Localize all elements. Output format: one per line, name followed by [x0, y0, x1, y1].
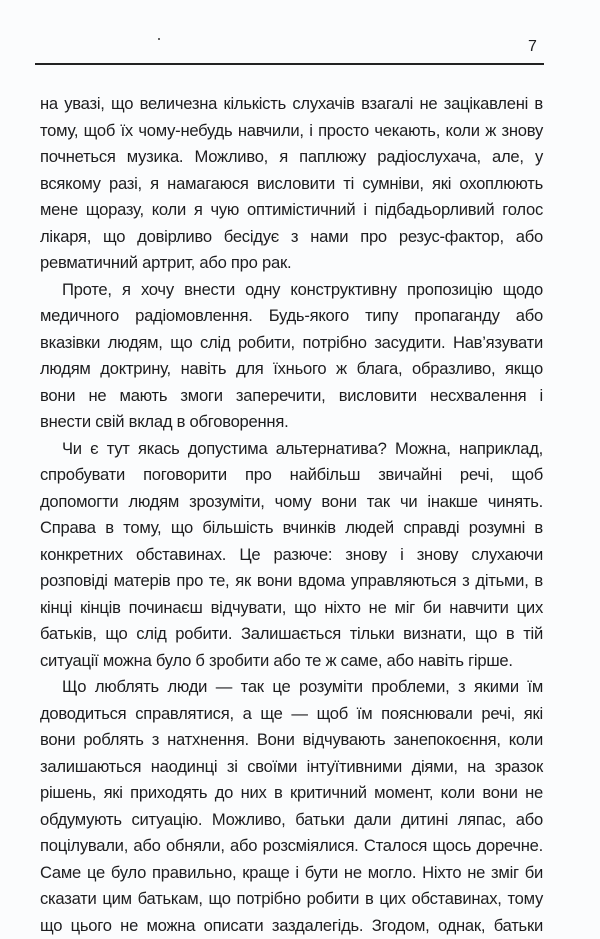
text-line: внести свій вклад в обговорення.: [40, 409, 543, 436]
text-line: Що люблять люди — так це розуміти проблеми, з якими їм: [40, 674, 543, 701]
text-line: Справа в тому, що більшість вчинків людей справді розумні в: [40, 515, 543, 542]
paragraph: [40, 674, 543, 939]
paragraph: [40, 91, 543, 277]
text-line: на увазі, що величезна кількість слухачів взагалі не зацікавлені в: [40, 91, 543, 118]
text-line: ревматичний артрит, або про рак.: [40, 250, 543, 277]
text-line: Саме це було правильно, краще і бути не могло. Ніхто не зміг би: [40, 860, 543, 887]
text-line: конкретних обставинах. Це разюче: знову і знову слухаючи: [40, 542, 543, 569]
text-line: спробувати поговорити про найбільш звичайні речі, щоб: [40, 462, 543, 489]
text-line: вони не мають змоги заперечити, висловити несхвалення і: [40, 383, 543, 410]
text-line: залишаються наодинці зі своїми інтуїтивними діями, на зразок: [40, 754, 543, 781]
text-line: всякому разі, я намагаюся висловити ті сумніви, які охоплюють: [40, 171, 543, 198]
text-line: розповіді матерів про те, як вони вдома управляються з дітьми, в: [40, 568, 543, 595]
text-line: лікаря, що довірливо бесідує з нами про резус-фактор, або: [40, 224, 543, 251]
text-line: вони роблять з натхнення. Вони відчувають занепокоєння, коли: [40, 727, 543, 754]
text-line: сказати цим батькам, що потрібно робити в цих обставинах, тому: [40, 886, 543, 913]
text-line: почнеться музика. Можливо, я паплюжу радіослухача, але, у: [40, 144, 543, 171]
paragraph: [40, 277, 543, 436]
text-line: батьків, що слід робити. Залишається тільки визнати, що в тій: [40, 621, 543, 648]
text-line: поцілували, або обняли, або розсміялися. Сталося щось доречне.: [40, 833, 543, 860]
page-number: 7: [528, 38, 537, 56]
header-rule: [35, 63, 544, 65]
text-line: кінці кінців починаєш відчувати, що ніхто не міг би навчити цих: [40, 595, 543, 622]
text-line: Проте, я хочу внести одну конструктивну пропозицію щодо: [40, 277, 543, 304]
text-line: ситуації можна було б зробити або те ж саме, або навіть гірше.: [40, 648, 543, 675]
text-line: вказівки людям, що слід робити, потрібно засудити. Нав’язувати: [40, 330, 543, 357]
text-line: допомогти людям зрозуміти, чому вони так чи інакше чинять.: [40, 489, 543, 516]
text-line: Чи є тут якась допустима альтернатива? Можна, наприклад,: [40, 436, 543, 463]
text-line: людям доктрину, навіть для їхнього ж блага, образливо, якщо: [40, 356, 543, 383]
text-line: мене щоразу, коли я чую оптимістичний і підбадьорливий голос: [40, 197, 543, 224]
body-text: [40, 91, 543, 939]
text-line: що цього не можна описати заздалегідь. Згодом, однак, батьки: [40, 913, 543, 939]
text-line: доводиться справлятися, а ще — щоб їм пояснювали речі, які: [40, 701, 543, 728]
text-line: рішень, які приходять до них в критичний момент, коли вони не: [40, 780, 543, 807]
scan-speck: [158, 38, 160, 40]
text-line: обдумують ситуацію. Можливо, батьки дали дитині ляпас, або: [40, 807, 543, 834]
paragraph: [40, 436, 543, 675]
text-line: медичного радіомовлення. Будь-якого типу пропаганду або: [40, 303, 543, 330]
text-line: тому, щоб їх чому-небудь навчили, і просто чекають, коли ж знову: [40, 118, 543, 145]
